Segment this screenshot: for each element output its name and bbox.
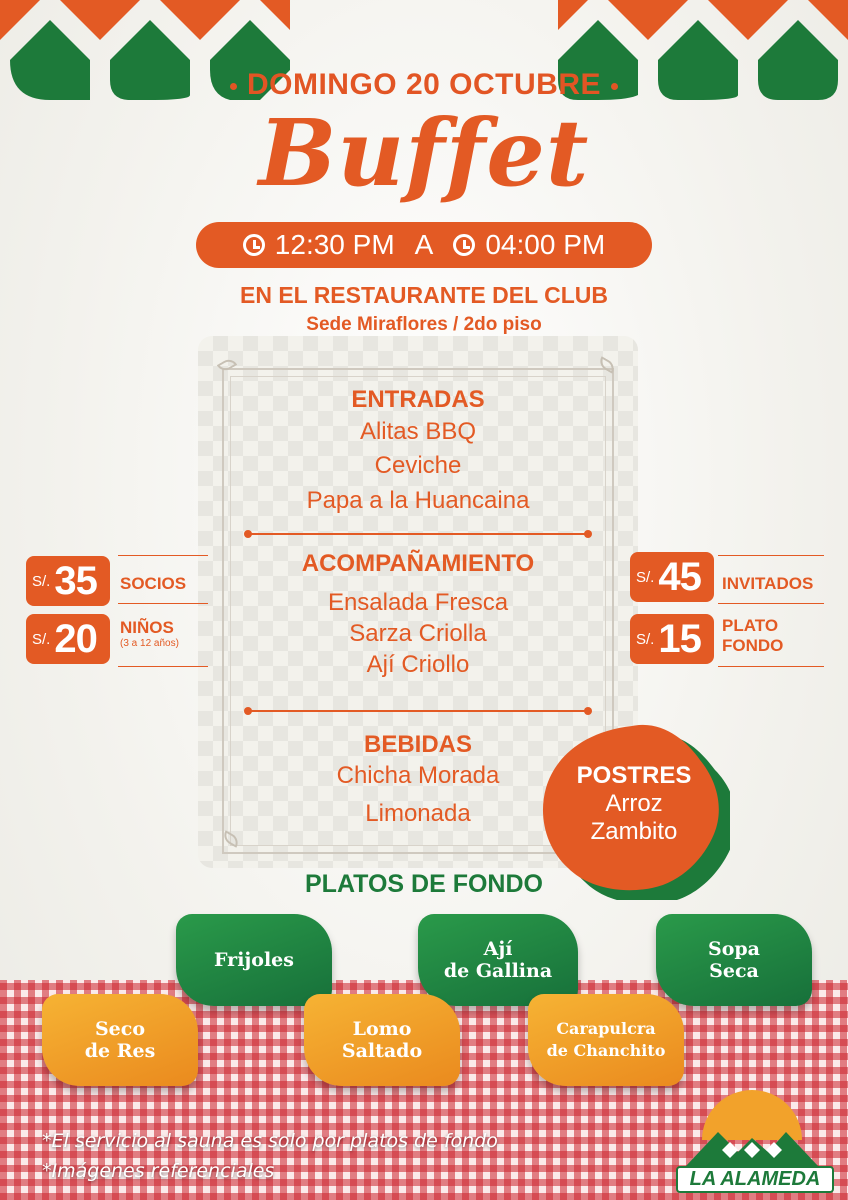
price-line — [718, 555, 824, 556]
plato-card: Lomo Saltado — [304, 994, 460, 1086]
menu-divider — [248, 533, 588, 535]
menu-item: Limonada — [365, 800, 471, 827]
price-invitados: S/. 45 — [630, 552, 714, 602]
event-date: DOMINGO 20 OCTUBRE — [0, 68, 848, 102]
footnote: *El servicio al sauna es solo por platos de fondo — [42, 1130, 498, 1152]
menu-item: Papa a la Huancaina — [306, 487, 530, 514]
menu-item: Ají Criollo — [366, 651, 470, 678]
menu-item: Ensalada Fresca — [327, 589, 509, 616]
price-line — [718, 603, 824, 604]
price-label-invitados: INVITADOS — [722, 574, 814, 593]
price-line — [118, 666, 208, 667]
price-ninos: S/. 20 — [26, 614, 110, 664]
menu-divider — [248, 710, 588, 712]
time-separator: A — [414, 229, 434, 260]
plato-card: Carapulcra de Chanchito — [528, 994, 684, 1086]
plato-card: Frijoles — [176, 914, 332, 1006]
section-title-entradas: ENTRADAS — [351, 386, 485, 413]
venue: EN EL RESTAURANTE DEL CLUB — [239, 282, 609, 308]
price-plato-fondo: S/. 15 — [630, 614, 714, 664]
time-end: 04:00 PM — [485, 229, 606, 260]
menu-item: Ceviche — [374, 452, 462, 479]
logo-text: LA ALAMEDA — [676, 1166, 834, 1193]
page-title: Buffet — [258, 99, 590, 207]
time-bar — [196, 222, 652, 268]
price-socios: S/. 35 — [26, 556, 110, 606]
price-label-socios: SOCIOS — [120, 574, 187, 593]
sede: Sede Miraflores / 2do piso — [306, 314, 542, 335]
menu-item: Sarza Criolla — [349, 620, 487, 647]
plato-card: Seco de Res — [42, 994, 198, 1086]
platos-title: PLATOS DE FONDO — [305, 870, 543, 898]
price-label-plato-fondo: PLATO FONDO — [722, 616, 784, 655]
time-start: 12:30 PM — [274, 229, 395, 260]
section-title-acompanamiento: ACOMPAÑAMIENTO — [301, 550, 535, 577]
menu-item: Alitas BBQ — [359, 418, 477, 445]
price-label-ninos: NIÑOS (3 a 12 años) — [120, 618, 179, 649]
footnote: *Imágenes referenciales — [42, 1160, 275, 1182]
plato-card: Ají de Gallina — [418, 914, 578, 1006]
price-line — [118, 603, 208, 604]
postres-text: POSTRES Arroz Zambito — [576, 762, 692, 845]
price-line — [118, 555, 208, 556]
price-line — [718, 666, 824, 667]
clock-icon — [453, 234, 475, 256]
clock-icon — [243, 234, 265, 256]
menu-item: Chicha Morada — [336, 762, 500, 789]
section-title-bebidas: BEBIDAS — [363, 731, 472, 758]
plato-card: Sopa Seca — [656, 914, 812, 1006]
